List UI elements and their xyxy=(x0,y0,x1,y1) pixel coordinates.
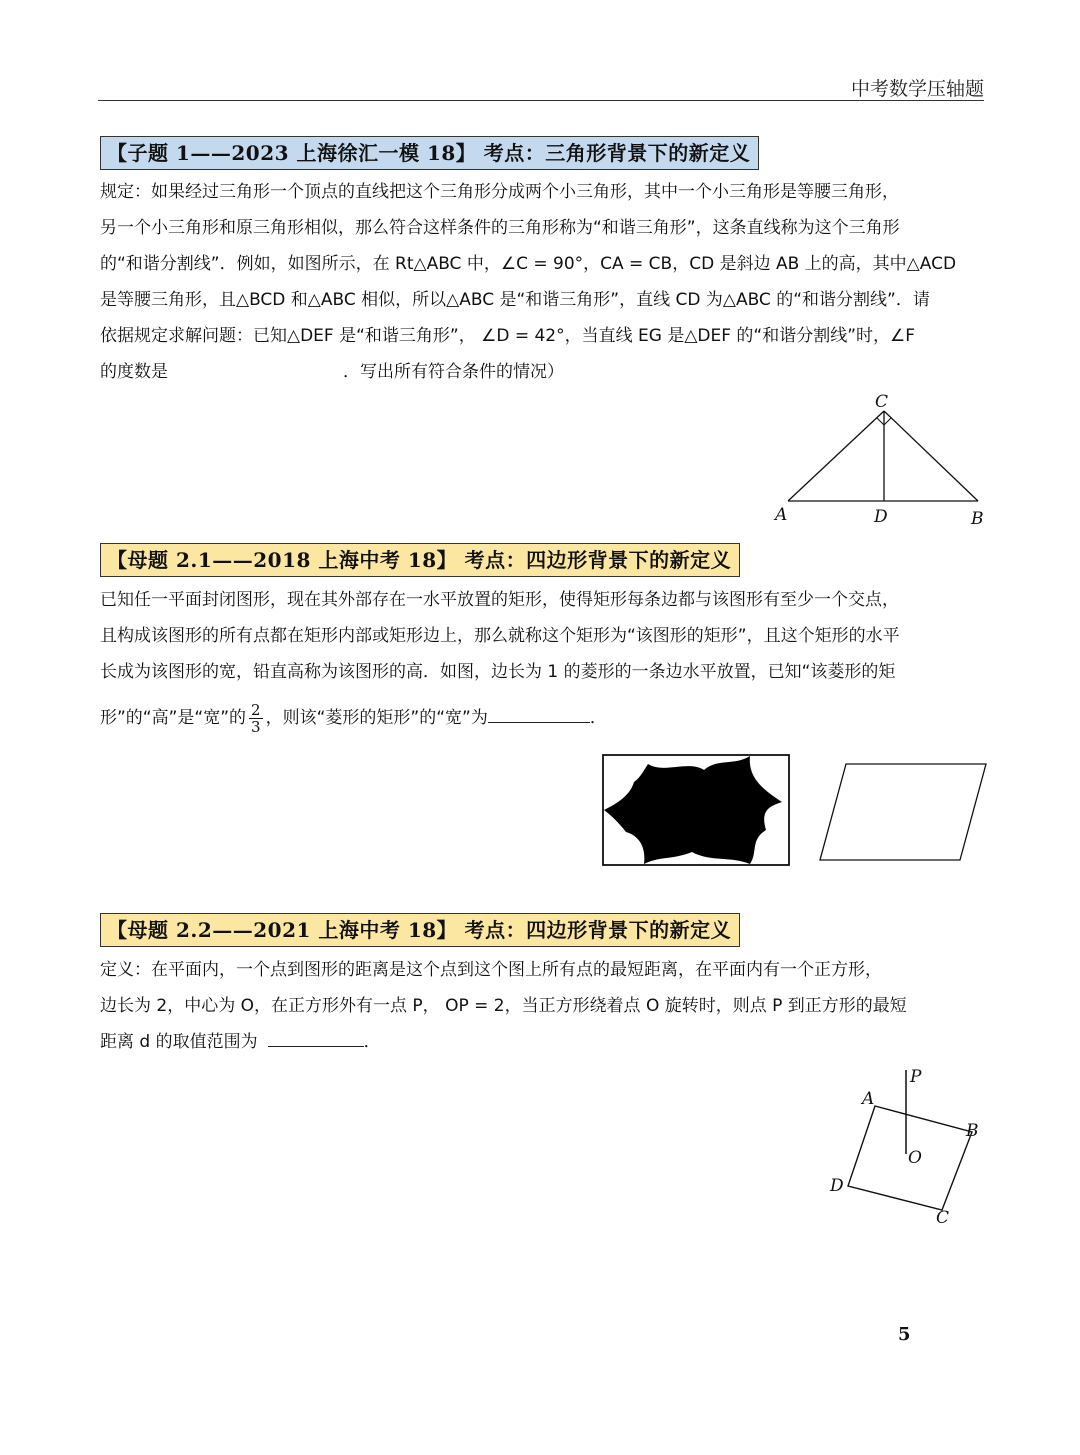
problem1-last-line xyxy=(100,354,984,390)
label-c: C xyxy=(936,1208,950,1228)
problem1-last-suffix: ．写出所有符合条件的情况） xyxy=(343,362,564,382)
problem1-line: 另一个小三角形和原三角形相似，那么符合这样条件的三角形称为“和谐三角形”，这条直线称为这个三角形 xyxy=(100,218,900,238)
problem3-last-end: ． xyxy=(363,1032,381,1052)
header-title: 中考数学压轴题 xyxy=(850,78,984,100)
fraction-two-thirds xyxy=(249,702,263,735)
square-rotation-figure xyxy=(820,1060,1000,1230)
triangle-figure xyxy=(760,388,1000,538)
problem3-tag: 【母题 2.2——2021 上海中考 18】 考点：四边形背景下的新定义 xyxy=(100,913,740,947)
problem3-last-prefix: 距离 d 的取值范围为 xyxy=(100,1032,258,1052)
problem1-last-prefix: 的度数是 xyxy=(100,362,168,382)
label-d: D xyxy=(830,1176,844,1196)
problem3-line: 定义：在平面内，一个点到图形的距离是这个点到这个图上所有点的最短距离，在平面内有一个正方形， xyxy=(100,960,882,980)
label-c: C xyxy=(875,392,889,412)
problem3-line: 边长为 2，中心为 O，在正方形外有一点 P， OP = 2，当正方形绕着点 O 旋转时，则点 P 到正方形的最短 xyxy=(100,996,907,1016)
problem2-last-line xyxy=(100,700,984,736)
problem1-line: 的“和谐分割线”．例如，如图所示，在 Rt△ABC 中，∠C = 90°，CA = CB，CD 是斜边 AB 上的高，其中△ACD xyxy=(100,254,957,274)
label-p: P xyxy=(910,1067,922,1087)
problem1-text xyxy=(100,174,984,390)
problem2-last-suffix: ，则该“菱形的矩形”的“宽”为 xyxy=(265,708,488,728)
fraction-denominator: 3 xyxy=(251,717,261,736)
rhombus-shape xyxy=(820,764,986,860)
label-o: O xyxy=(908,1148,922,1168)
problem2-line: 已知任一平面封闭图形，现在其外部存在一水平放置的矩形，使得矩形每条边都与该图形有至少一个交点， xyxy=(100,590,899,610)
segment-ac xyxy=(788,411,884,501)
problem1-line: 依据规定求解问题：已知△DEF 是“和谐三角形”， ∠D = 42°，当直线 EG 是△DEF 的“和谐分割线”时，∠F xyxy=(100,326,916,346)
label-a: A xyxy=(862,1089,875,1109)
label-a: A xyxy=(775,505,788,525)
problem3-text xyxy=(100,952,984,1060)
problem1-line: 规定：如果经过三角形一个顶点的直线把这个三角形分成两个小三角形，其中一个小三角形是等腰三角形， xyxy=(100,182,899,202)
problem1-tag: 【子题 1——2023 上海徐汇一模 18】 考点：三角形背景下的新定义 xyxy=(100,136,759,170)
problem2-line: 且构成该图形的所有点都在矩形内部或矩形边上，那么就称这个矩形为“该图形的矩形”，且这个矩形的水平 xyxy=(100,626,900,646)
rectangle-blob-figure xyxy=(600,752,990,870)
problem2-last-prefix: 形”的“高”是“宽”的 xyxy=(100,708,247,728)
page-number: 5 xyxy=(898,1324,911,1345)
answer-blank-2[interactable] xyxy=(488,722,590,723)
problem2-line: 长成为该图形的宽，铅直高称为该图形的高．如图，边长为 1 的菱形的一条边水平放置，已知“该菱形的矩 xyxy=(100,662,896,682)
problem1-line: 是等腰三角形，且△BCD 和△ABC 相似，所以△ABC 是“和谐三角形”，直线 CD 为△ABC 的“和谐分割线”．请 xyxy=(100,290,930,310)
answer-blank-1[interactable] xyxy=(168,376,343,377)
problem2-last-end: ． xyxy=(589,708,607,728)
segment-bc xyxy=(884,411,978,501)
answer-blank-3[interactable] xyxy=(268,1046,364,1047)
label-b: B xyxy=(971,509,984,529)
header-rule xyxy=(98,100,984,101)
label-b: B xyxy=(966,1121,979,1141)
fraction-numerator: 2 xyxy=(251,700,261,719)
problem2-text xyxy=(100,582,984,736)
problem3-last-line xyxy=(100,1024,984,1060)
label-d: D xyxy=(874,507,888,527)
problem2-tag: 【母题 2.1——2018 上海中考 18】 考点：四边形背景下的新定义 xyxy=(100,543,740,577)
